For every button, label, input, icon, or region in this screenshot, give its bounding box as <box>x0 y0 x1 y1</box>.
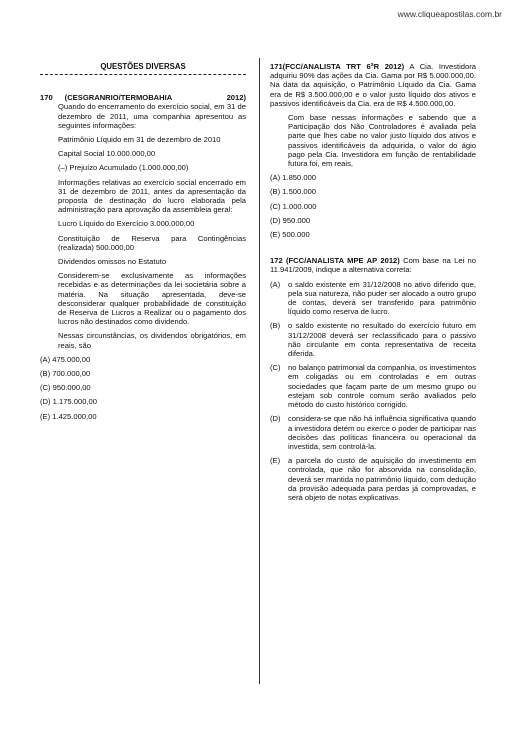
question-170-header <box>40 93 246 102</box>
answer-option-c[interactable]: (C) 1.000.000 <box>270 201 317 211</box>
question-intro: Com base na Lei no 11.941/2009, indique a alternativa correta: <box>270 256 477 275</box>
section-title: QUESTÕES DIVERSAS <box>100 62 186 71</box>
question-source: (FCC/ANALISTA MPE AP 2012) <box>286 256 400 266</box>
question-171-header <box>270 62 476 108</box>
answer-option-d[interactable] <box>270 414 476 451</box>
question-line: Lucro Líquido do Exercício 3.000.000,00 <box>58 219 195 229</box>
option-text: o saldo existente em 31/12/2008 no ativo diferido que, pela sua natureza, não puder ser alocado a outro grupo de contas, deverá ser transferido para patrimônio líquido como reserva de lucro. <box>288 279 476 317</box>
question-number: 171 <box>270 62 283 71</box>
option-label: (A) <box>270 279 281 289</box>
answer-option-d[interactable]: (D) 950.000 <box>270 215 311 225</box>
answer-option-e[interactable]: (E) 500.000 <box>270 230 310 240</box>
site-url[interactable]: www.cliqueapostilas.com.br <box>397 9 502 19</box>
question-line: Considerem-se exclusivamente as informações recebidas e as determinações da lei societária sobre a matéria. Na situação apresentada, deve-se desconsiderar qualquer probabilidade de constituição de Reserva de Lucros a Realizar ou o pagamento dos lucros não destinados como dividendo. <box>58 271 246 327</box>
answer-option-b[interactable]: (B) 1.500.000 <box>270 187 317 197</box>
question-year: 2012) <box>226 93 246 103</box>
answer-option-c[interactable]: (C) 950.000,00 <box>40 383 91 393</box>
answer-option-b[interactable] <box>270 321 476 358</box>
answer-option-c[interactable] <box>270 363 476 409</box>
question-171 <box>270 62 476 239</box>
option-text: a parcela do custo de aquisição do investimento em controlada, que não for absorvida na consolidação, deverá ser mantida no patrimônio líquido, com dedução da provisão adequada para perdas já comprovadas, e será objeto de notas explicativas. <box>288 456 476 502</box>
question-line: Constituição de Reserva para Contingências (realizada) 500.000,00 <box>58 233 246 252</box>
option-label: (B) <box>270 321 281 331</box>
question-line: Nessas circunstâncias, os dividendos obrigatórios, em reais, são <box>58 331 246 350</box>
question-170 <box>40 93 246 421</box>
answer-option-e[interactable]: (E) 1.425.000,00 <box>40 411 97 421</box>
option-label: (E) <box>270 456 281 466</box>
question-intro: A Cia. Investidora adquiriu 90% das ações da Cia. Gama por R$ 5.000.000,00. Na data da aquisição, o Patrimônio Líquido da Cia. Gama era de R$ 3.500.000,00 e o valor justo líquido dos ativos e passivos identificáveis da Cia. era de R$ 4.500.000,00. <box>270 62 476 108</box>
option-text: o saldo existente no resultado do exercício futuro em 31/12/2008 deverá ser reclassificado para o passivo não circulante em conta representativa de receita diferida. <box>288 321 476 359</box>
answer-option-a[interactable]: (A) 1.850.000 <box>270 173 317 183</box>
question-172 <box>270 256 476 502</box>
option-label: (C) <box>270 363 281 373</box>
left-column <box>40 62 246 426</box>
right-column <box>270 62 476 507</box>
answer-option-b[interactable]: (B) 700.000,00 <box>40 369 91 379</box>
question-body: Com base nessas informações e sabendo que a Participação dos Não Controladores é avaliada pela parte que lhes cabe no valor justo líquido dos ativos e passivos identificáveis da adquirida, o valor do ágio pago pela Cia. Investidora em função de rentabilidade futura foi, em reais, <box>288 113 476 169</box>
question-line: Informações relativas ao exercício social encerrado em 31 de dezembro de 2011, antes da apresentação da proposta de destinação do lucro elaborada pela administração para aprovação da assembleia geral: <box>58 177 246 215</box>
option-label: (D) <box>270 414 281 424</box>
question-line: Capital Social 10.000.000,00 <box>58 149 156 159</box>
question-line: Patrimônio Líquido em 31 de dezembro de 2010 <box>58 135 221 145</box>
answer-option-a[interactable]: (A) 475.000,00 <box>40 354 91 364</box>
answer-option-d[interactable]: (D) 1.175.000,00 <box>40 397 97 407</box>
question-intro: Quando do encerramento do exercício social, em 31 de dezembro de 2011, uma companhia apresentou as seguintes informações: <box>58 102 246 130</box>
answer-option-a[interactable] <box>270 280 476 317</box>
answer-option-e[interactable] <box>270 456 476 502</box>
option-text: no balanço patrimonial da companhia, os investimentos em coligadas ou em controladas e em outras sociedades que façam parte de um mesmo grupo ou estejam sob controle comum serão avaliados pelo método do custo histórico corrigido. <box>288 363 476 410</box>
question-number: 172 <box>270 256 283 266</box>
option-text: considera-se que não há influência significativa quando a investidora detém ou exerce o poder de participar nas decisões das políticas financeira ou operacional da investida, sem controlá-la. <box>288 414 476 451</box>
question-172-header <box>270 256 476 274</box>
question-source: (FCC/ANALISTA TRT 6ªR 2012) <box>282 62 405 71</box>
question-line: (–) Prejuízo Acumulado (1.000.000,00) <box>58 163 189 173</box>
section-rule <box>40 74 246 75</box>
question-source: (CESGRANRIO/TERMOBAHIA <box>64 93 173 103</box>
column-divider <box>259 58 260 684</box>
question-number: 170 <box>40 93 53 103</box>
question-line: Dividendos omissos no Estatuto <box>58 257 167 267</box>
